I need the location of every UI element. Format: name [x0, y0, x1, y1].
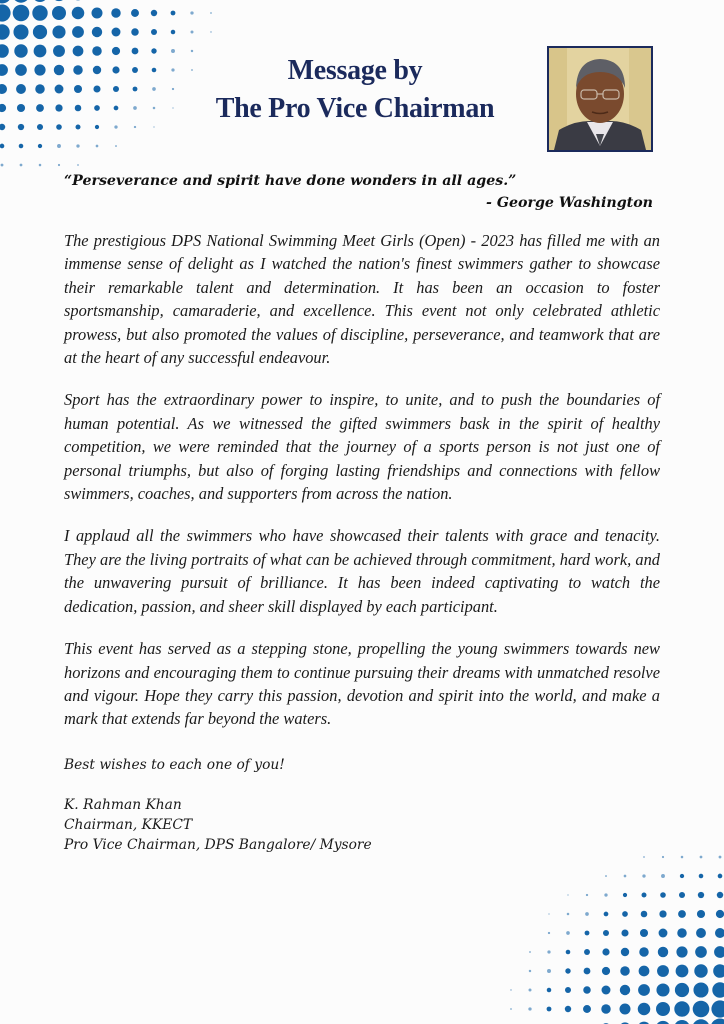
halftone-dot	[642, 893, 647, 898]
halftone-dot	[0, 0, 12, 4]
halftone-dot	[697, 910, 705, 918]
halftone-dot	[698, 892, 704, 898]
halftone-dot	[693, 982, 708, 997]
halftone-dot	[700, 856, 703, 859]
halftone-dot	[567, 894, 568, 895]
halftone-dot	[0, 24, 10, 39]
halftone-dot	[52, 0, 66, 1]
halftone-dot	[716, 910, 724, 918]
halftone-dot	[676, 946, 687, 957]
halftone-dot	[713, 964, 724, 978]
halftone-dot	[12, 0, 29, 3]
halftone-dot	[510, 1008, 512, 1010]
halftone-dot	[210, 12, 212, 14]
paragraph: Sport has the extraordinary power to inspire, to unite, and to push the boundaries of human potential. As we witnessed the gifted swimmers bask in the spirit of healthy competition, we were reminded that the journey of a sports person is not just one of personal triumphs, but also of forging lasting friendships and connections with fellow swimmers, coaches, and supporters from across the nation.	[64, 390, 660, 504]
halftone-dot	[93, 85, 100, 92]
halftone-dot	[528, 1007, 531, 1010]
halftone-dot	[620, 966, 630, 976]
halftone-dot	[719, 856, 722, 859]
halftone-dot	[20, 164, 23, 167]
halftone-dot	[680, 874, 684, 878]
halftone-dot	[675, 983, 689, 997]
halftone-dot	[151, 10, 157, 16]
halftone-dot	[72, 7, 85, 20]
halftone-dot	[58, 164, 60, 166]
halftone-dot	[33, 25, 47, 39]
halftone-dot	[674, 1001, 689, 1016]
halftone-dot	[623, 893, 627, 897]
halftone-dot	[191, 31, 194, 34]
halftone-dot	[639, 966, 650, 977]
halftone-dot	[712, 982, 724, 997]
halftone-dot	[604, 893, 607, 896]
halftone-dot	[114, 125, 117, 128]
halftone-dot	[656, 983, 669, 996]
halftone-dot	[76, 125, 81, 130]
halftone-dot	[547, 969, 551, 973]
halftone-dot	[36, 104, 44, 112]
halftone-dot	[134, 126, 136, 128]
halftone-dot	[676, 965, 689, 978]
halftone-dot	[38, 144, 42, 148]
halftone-dot	[172, 88, 174, 90]
halftone-dot	[55, 85, 64, 94]
halftone-dot	[171, 30, 176, 35]
halftone-dot	[602, 986, 611, 995]
halftone-dot	[714, 946, 724, 958]
halftone-dot	[605, 875, 607, 877]
paragraph: The prestigious DPS National Swimming Meet Girls (Open) - 2023 has filled me with an immense sense of delight as I watched the nation's finest swimmers gather to showcase their remarkable talent and determination. It has been an occasion to foster sportsmanship, camaraderie, and excellence. This event not only celebrated athletic prowess, but also promoted the values of discipline, perseverance, and teamwork that are at the heart of any successful endeavour.	[64, 231, 660, 368]
halftone-dot	[18, 124, 24, 130]
halftone-dot	[529, 951, 531, 953]
halftone-dot	[0, 4, 11, 21]
halftone-dot	[14, 44, 27, 57]
halftone-dot	[547, 988, 552, 993]
halftone-dot	[548, 932, 550, 934]
halftone-dot	[172, 107, 173, 108]
halftone-dot	[35, 84, 45, 94]
signatory-title-1: Chairman, KKECT	[64, 817, 193, 833]
halftone-dot	[0, 44, 9, 58]
halftone-dot	[566, 931, 570, 935]
halftone-dot	[171, 68, 174, 71]
halftone-dot	[112, 47, 120, 55]
halftone-dot	[529, 989, 532, 992]
halftone-dot	[620, 1004, 631, 1015]
halftone-dot	[73, 46, 84, 57]
halftone-dot	[92, 46, 102, 56]
halftone-dot	[565, 987, 571, 993]
signatory-title-2: Pro Vice Chairman, DPS Bangalore/ Mysore	[64, 837, 372, 853]
signatory-name: K. Rahman Khan	[64, 797, 182, 813]
halftone-dot	[52, 25, 65, 38]
halftone-dot	[694, 964, 707, 977]
halftone-dot	[171, 11, 176, 16]
halftone-dot	[567, 913, 570, 916]
halftone-dot	[151, 29, 157, 35]
halftone-dot	[715, 928, 724, 938]
halftone-dot	[34, 45, 47, 58]
halftone-dot	[115, 145, 117, 147]
halftone-dot	[34, 64, 45, 75]
halftone-dot	[131, 9, 139, 17]
page-title	[180, 52, 530, 128]
halftone-dot	[657, 965, 669, 977]
halftone-dot	[661, 874, 665, 878]
halftone-dot	[153, 126, 154, 127]
halftone-dot	[113, 86, 119, 92]
halftone-dot	[32, 0, 48, 2]
halftone-dot	[639, 947, 648, 956]
halftone-dot	[529, 970, 531, 972]
halftone-dot	[660, 892, 666, 898]
halftone-dot	[132, 67, 138, 73]
halftone-dot	[210, 31, 211, 32]
halftone-dot	[0, 84, 7, 94]
halftone-dot	[15, 64, 27, 76]
halftone-dot	[642, 874, 645, 877]
halftone-dot	[583, 986, 591, 994]
best-wishes: Best wishes to each one of you!	[64, 757, 285, 773]
title-line-1: Message by	[287, 55, 423, 86]
halftone-dot	[171, 49, 175, 53]
halftone-dot	[0, 124, 5, 130]
halftone-dot	[32, 5, 47, 20]
halftone-dot	[17, 104, 25, 112]
person-portrait-icon	[549, 48, 651, 150]
quote-author: - George Washington	[486, 195, 653, 211]
halftone-dot	[55, 104, 62, 111]
halftone-dot	[622, 911, 628, 917]
halftone-dot	[620, 985, 630, 995]
halftone-dot	[584, 968, 591, 975]
halftone-dot	[678, 910, 686, 918]
title-line-2: The Pro Vice Chairman	[215, 93, 495, 124]
halftone-dot	[585, 912, 589, 916]
halftone-dot	[190, 11, 193, 14]
halftone-dot	[0, 104, 6, 112]
halftone-dot	[547, 950, 550, 953]
halftone-dot	[0, 144, 4, 149]
halftone-dot	[693, 1001, 710, 1018]
halftone-dot	[74, 85, 82, 93]
paragraph: I applaud all the swimmers who have showcased their talents with grace and tenacity. They are the living portraits of what can be achieved through commitment, hard work, and the unwavering pursuit of brilliance. It has been indeed captivating to watch the dedication, passion, and sheer skill displayed by each participant.	[64, 526, 660, 616]
halftone-dot	[566, 950, 571, 955]
quote-text: “Perseverance and spirit have done wonders in all ages.”	[64, 173, 517, 189]
halftone-dot	[131, 28, 139, 36]
halftone-dot	[114, 106, 119, 111]
halftone-dot	[0, 64, 8, 76]
halftone-dot	[586, 894, 588, 896]
halftone-dot	[72, 26, 84, 38]
quote-block	[64, 170, 659, 214]
message-body	[64, 229, 660, 750]
halftone-dot	[16, 84, 26, 94]
halftone-dot	[93, 66, 101, 74]
halftone-dot	[585, 931, 590, 936]
halftone-dot	[94, 105, 100, 111]
halftone-dot	[659, 910, 666, 917]
halftone-dot	[548, 913, 549, 914]
halftone-dot	[601, 1004, 610, 1013]
halftone-dot	[19, 144, 24, 149]
halftone-dot	[602, 948, 609, 955]
halftone-dot	[112, 66, 119, 73]
halftone-dot	[695, 946, 707, 958]
halftone-dot	[53, 45, 65, 57]
halftone-dot	[656, 1002, 670, 1016]
halftone-dot	[132, 48, 139, 55]
halftone-dot	[133, 106, 137, 110]
halftone-dot	[95, 125, 99, 129]
halftone-dot	[75, 105, 82, 112]
halftone-dot	[13, 5, 30, 22]
halftone-dot	[679, 892, 685, 898]
halftone-dot	[1, 164, 4, 167]
halftone-dot	[638, 984, 650, 996]
halftone-dot	[584, 949, 590, 955]
halftone-dot	[718, 874, 723, 879]
halftone-dot	[133, 87, 138, 92]
halftone-dot	[624, 875, 627, 878]
portrait-photo	[547, 46, 653, 152]
halftone-dot	[152, 87, 156, 91]
paragraph: This event has served as a stepping stone, propelling the young swimmers towards new horizons and encouraging them to continue pursuing their dreams with unmatched resolve and vigour. Hope they carry this passion, devotion and spirit into the world, and make a mark that extends far beyond the waters.	[64, 639, 660, 729]
halftone-dot	[54, 65, 64, 75]
halftone-dot	[57, 144, 61, 148]
halftone-dot	[73, 65, 82, 74]
halftone-dot	[621, 929, 628, 936]
halftone-dot	[602, 967, 610, 975]
halftone-dot	[604, 912, 609, 917]
halftone-dot	[112, 28, 121, 37]
halftone-dot	[640, 929, 648, 937]
halftone-dot	[13, 24, 28, 39]
halftone-dot	[56, 124, 62, 130]
halftone-dot	[621, 948, 629, 956]
halftone-dot	[638, 1003, 651, 1016]
halftone-dot	[52, 6, 66, 20]
halftone-dot	[37, 124, 43, 130]
halftone-dot	[662, 856, 664, 858]
halftone-dot	[96, 145, 99, 148]
halftone-dot	[151, 48, 156, 53]
halftone-dot	[92, 8, 103, 19]
halftone-dot	[152, 68, 157, 73]
halftone-dot	[547, 1007, 552, 1012]
halftone-dot	[92, 27, 102, 37]
halftone-dot	[696, 928, 706, 938]
halftone-dot	[681, 856, 684, 859]
halftone-dot	[699, 874, 704, 879]
halftone-dot	[711, 1000, 724, 1017]
halftone-dot	[76, 144, 79, 147]
halftone-dot	[77, 164, 79, 166]
halftone-dot	[111, 8, 120, 17]
halftone-dot	[153, 107, 156, 110]
halftone-dot	[658, 947, 668, 957]
halftone-dot	[39, 164, 42, 167]
halftone-dot	[677, 928, 687, 938]
signoff-block	[64, 755, 372, 855]
halftone-dot	[692, 1019, 709, 1024]
halftone-dot	[603, 930, 609, 936]
halftone-dot	[565, 968, 570, 973]
halftone-dot	[659, 929, 668, 938]
halftone-dot	[583, 1005, 591, 1013]
halftone-dot	[510, 989, 511, 990]
halftone-dot	[711, 1019, 724, 1024]
halftone-dot	[643, 856, 645, 858]
halftone-dots-bottom-right	[494, 824, 724, 1024]
halftone-dot	[641, 911, 648, 918]
halftone-dot	[717, 892, 723, 898]
halftone-dot	[674, 1020, 690, 1024]
halftone-dot	[565, 1006, 571, 1012]
